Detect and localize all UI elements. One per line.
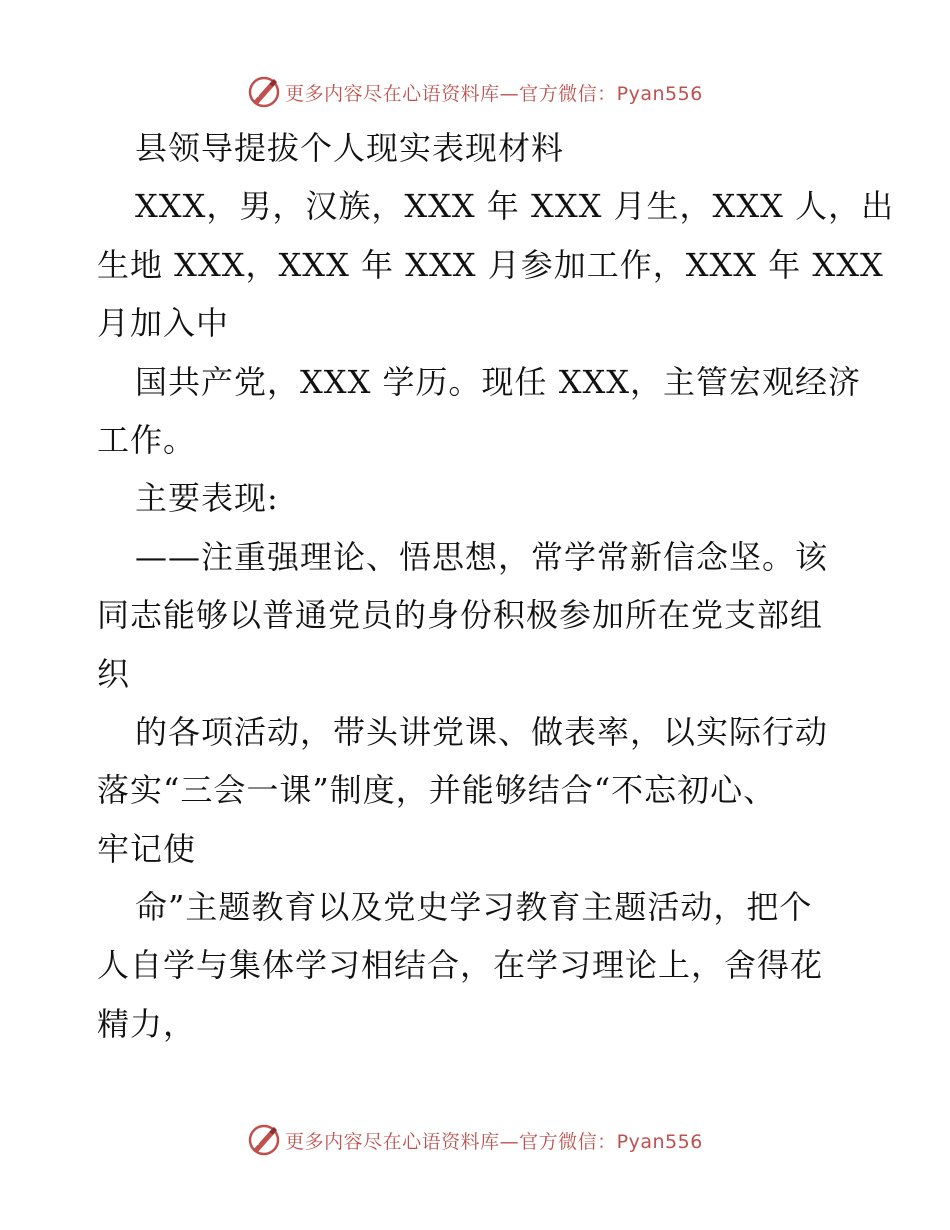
section-heading: 主要表现:	[135, 479, 279, 518]
footer-banner	[0, 1120, 950, 1160]
text-line: 同志能够以普通党员的身份积极参加所在党支部组	[97, 596, 824, 635]
text-line: 牢记使	[97, 829, 197, 868]
text-line: 命”主题教育以及党史学习教育主题活动，把个	[135, 888, 813, 927]
pen-quill-logo-icon	[247, 1123, 281, 1157]
text-line: 落实“三会一课”制度，并能够结合“不忘初心、	[97, 771, 777, 810]
text-line: 国共产党，XXX 学历。现任 XXX，主管宏观经济	[135, 362, 862, 401]
text-line: XXX，男，汉族，XXX 年 XXX 月生，XXX 人，出	[135, 187, 895, 226]
header-banner	[0, 72, 950, 112]
text-line: 的各项活动，带头讲党课、做表率，以实际行动	[135, 712, 829, 751]
document-title: 县领导提拔个人现实表现材料	[135, 129, 565, 167]
text-line: 工作。	[97, 420, 197, 459]
text-line: 月加入中	[97, 304, 230, 343]
pen-quill-logo-icon	[247, 75, 281, 109]
header-banner-text: 更多内容尽在心语资料库—官方微信：Pyan556	[285, 82, 703, 105]
text-line: 生地 XXX，XXX 年 XXX 月参加工作，XXX 年 XXX	[97, 245, 884, 284]
text-line: ——注重强理论、悟思想，常学常新信念坚。该	[135, 537, 829, 576]
text-line: 精力，	[97, 1004, 197, 1043]
document-body	[97, 119, 895, 1053]
text-line: 织	[97, 654, 131, 693]
footer-banner-text: 更多内容尽在心语资料库—官方微信：Pyan556	[285, 1130, 703, 1153]
text-line: 人自学与集体学习相结合，在学习理论上，舍得花	[97, 946, 824, 985]
